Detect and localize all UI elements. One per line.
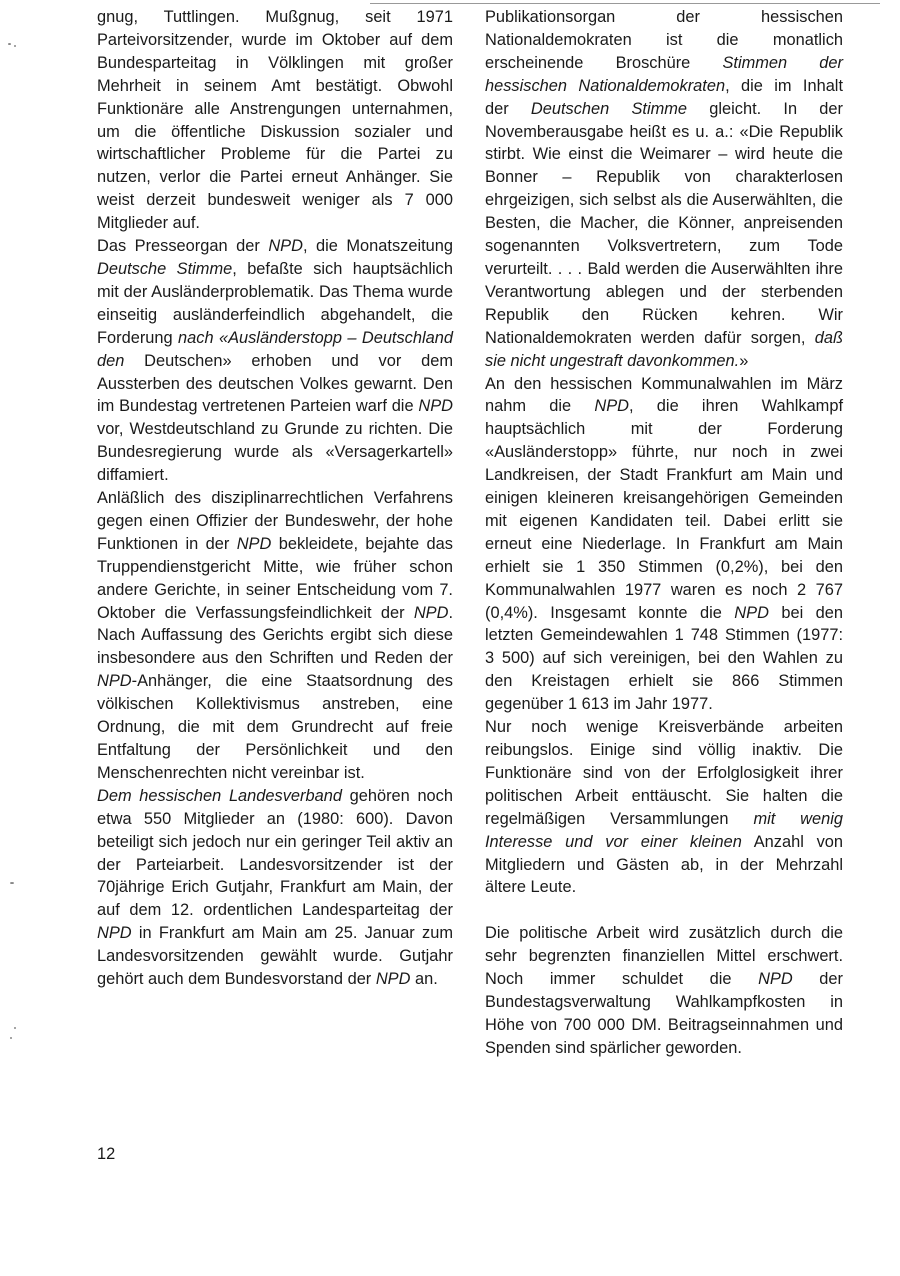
scan-speck xyxy=(14,1027,16,1029)
italic-run: Deutsche Stimme xyxy=(97,259,233,278)
text-run: in Frankfurt am Main am 25. Januar zum Landesvorsitzenden gewählt wurde. Gutjahr gehört auch dem Bundesvorstand der xyxy=(97,924,453,989)
top-rule xyxy=(370,3,880,4)
left-column xyxy=(97,6,453,991)
right-column xyxy=(485,6,843,1060)
italic-run: NPD xyxy=(734,603,769,622)
text-run: an. xyxy=(410,970,438,989)
paragraph xyxy=(97,6,453,235)
paragraph xyxy=(97,235,453,487)
text-run: vor, Westdeutschland zu Grunde zu richten. Die Bundesregierung wurde als «Versagerkartell» diffamiert. xyxy=(97,420,453,485)
text-run: . Nach Auffassung des Gerichts ergibt sich diese insbesondere aus den Schriften und Reden der xyxy=(97,603,453,668)
paragraph xyxy=(97,487,453,785)
paragraph xyxy=(485,6,843,373)
text-run: , befaßte sich hauptsächlich mit der Ausländerproblematik. Das Thema wurde einseitig ausländerfeindlich abgehandelt, die Forderung xyxy=(97,259,453,347)
italic-run: NPD xyxy=(413,603,449,622)
italic-run: NPD xyxy=(268,237,303,256)
text-run: Nur noch wenige Kreisverbände arbeiten reibungslos. Einige sind völlig inaktiv. Die Funktionäre sind von der Erfolglosigkeit ihrer politischen Arbeit enttäuscht. Sie halten die regelmäßigen Versammlungen xyxy=(485,718,843,828)
italic-run: NPD xyxy=(594,397,629,416)
text-run: gnug, Tuttlingen. Mußgnug, seit 1971 Parteivorsitzender, wurde im Oktober auf dem Bundesparteitag in Völklingen mit großer Mehrheit in seinem Amt bestätigt. Obwohl Funktionäre alle Anstrengungen unternahmen, um die öffentliche Diskussion sozialer und wirtschaftlicher Probleme für die Partei zu nutzen, verlor die Partei erneut Anhänger. Sie weist derzeit bundesweit weniger als 7 000 Mitglieder auf. xyxy=(97,8,453,233)
italic-run: NPD xyxy=(418,397,453,416)
text-run: Anläßlich des disziplinarrechtlichen Verfahrens gegen einen Offizier der Bundeswehr, der hohe Funktionen in der xyxy=(97,489,453,553)
text-run: Deutschen» erhoben und vor dem Aussterben des deutschen Volkes gewarnt. Den im Bundestag vertretenen Parteien warf die xyxy=(97,351,453,416)
italic-run: NPD xyxy=(97,924,132,943)
paragraph xyxy=(485,922,843,1059)
scan-speck xyxy=(8,43,11,45)
italic-run: Deutschen Stimme xyxy=(530,99,688,118)
italic-run: NPD xyxy=(97,672,132,691)
italic-run: daß sie nicht ungestraft davonkommen. xyxy=(485,328,843,370)
italic-run: NPD xyxy=(758,970,793,989)
page-number: 12 xyxy=(97,1145,116,1163)
text-run: Das Presseorgan der xyxy=(97,237,269,256)
text-run: , die Monatszeitung xyxy=(302,237,454,256)
italic-run: NPD xyxy=(375,970,411,989)
italic-run: NPD xyxy=(236,534,272,553)
scan-speck xyxy=(10,1037,12,1039)
scan-speck xyxy=(10,882,14,884)
scan-speck xyxy=(14,45,16,47)
text-run: -Anhänger, die eine Staatsordnung des völkischen Kollektivismus anstreben, eine Ordnung, die mit dem Grundrecht auf freie Entfaltung der Persönlichkeit und den Menschenrechten nicht vereinbar ist. xyxy=(97,672,453,782)
italic-run: Dem hessischen Landesverband xyxy=(97,786,342,805)
paragraph xyxy=(97,785,453,991)
text-run: An den hessischen Kommunalwahlen im März nahm die xyxy=(485,374,843,416)
paragraph xyxy=(485,716,843,899)
text-run: , die im Inhalt der xyxy=(485,76,844,118)
italic-run: nach «Ausländerstopp – Deutschland den xyxy=(97,328,453,370)
text-run: gehören noch etwa 550 Mitglieder an (1980: 600). Davon beteiligt sich jedoch nur ein geringer Teil aktiv an der Parteiarbeit. Landesvorsitzender ist der 70jährige Erich Gutjahr, Frankfurt am Main, der auf dem 12. ordentlichen Landesparteitag der xyxy=(97,786,453,920)
text-run: bei den letzten Gemeindewahlen 1 748 Stimmen (1977: 3 500) auf sich vereinigen, bei den Wahlen zu den Kreistagen erhielt sie 866 Stimmen gegenüber 1 613 im Jahr 1977. xyxy=(485,603,844,714)
text-run: bekleidete, bejahte das Truppendienstgericht Mitte, wie früher schon andere Gerichte, in seiner Entscheidung vom 7. Oktober die Verfassungsfeindlichkeit der xyxy=(97,534,453,622)
text-run: Anzahl von Mitgliedern und Gästen ab, in der Mehrzahl ältere Leute. xyxy=(485,832,844,897)
text-run: , die ihren Wahlkampf hauptsächlich mit der Forderung «Ausländerstopp» führte, nur noch in zwei Landkreisen, der Stadt Frankfurt am Main und einigen kleineren kreisangehörigen Gemeinden mit eigenen Kandidaten teil. Dabei erlitt sie erneut eine Niederlage. In Frankfurt am Main erhielt sie 1 350 Stimmen (0,2%), bei den Kommunalwahlen 1977 waren es noch 2 767 (0,4%). Insgesamt konnte die xyxy=(485,397,844,622)
text-run: » xyxy=(739,351,749,370)
italic-run: Stimmen der hessischen Nationaldemokraten xyxy=(485,53,843,95)
text-run: Publikationsorgan der hessischen Nationaldemokraten ist die monatlich erscheinende Broschüre xyxy=(485,8,843,72)
italic-run: mit wenig Interesse und vor einer kleinen xyxy=(485,809,843,851)
paragraph xyxy=(485,373,843,717)
text-run: gleicht. In der Novemberausgabe heißt es u. a.: «Die Republik stirbt. Wie einst die Weimarer – wird heute die Bonner – Republik von charakterlosen ehrgeizigen, sich selbst als die Auserwählten, die Besten, die Macher, die Könner, anpreisenden sogenannten Volksvertretern, zum Tode verurteilt. . . . Bald werden die Auserwählten ihre Verantwortung ablegen und der sterbenden Republik den Rücken kehren. Wir Nationaldemokraten werden dafür sorgen, xyxy=(485,99,843,347)
text-run: der Bundestagsverwaltung Wahlkampfkosten in Höhe von 700 000 DM. Beitragseinnahmen und Spenden sind spärlicher geworden. xyxy=(485,970,843,1057)
text-run: Die politische Arbeit wird zusätzlich durch die sehr begrenzten finanziellen Mittel erschwert. Noch immer schuldet die xyxy=(485,924,843,989)
